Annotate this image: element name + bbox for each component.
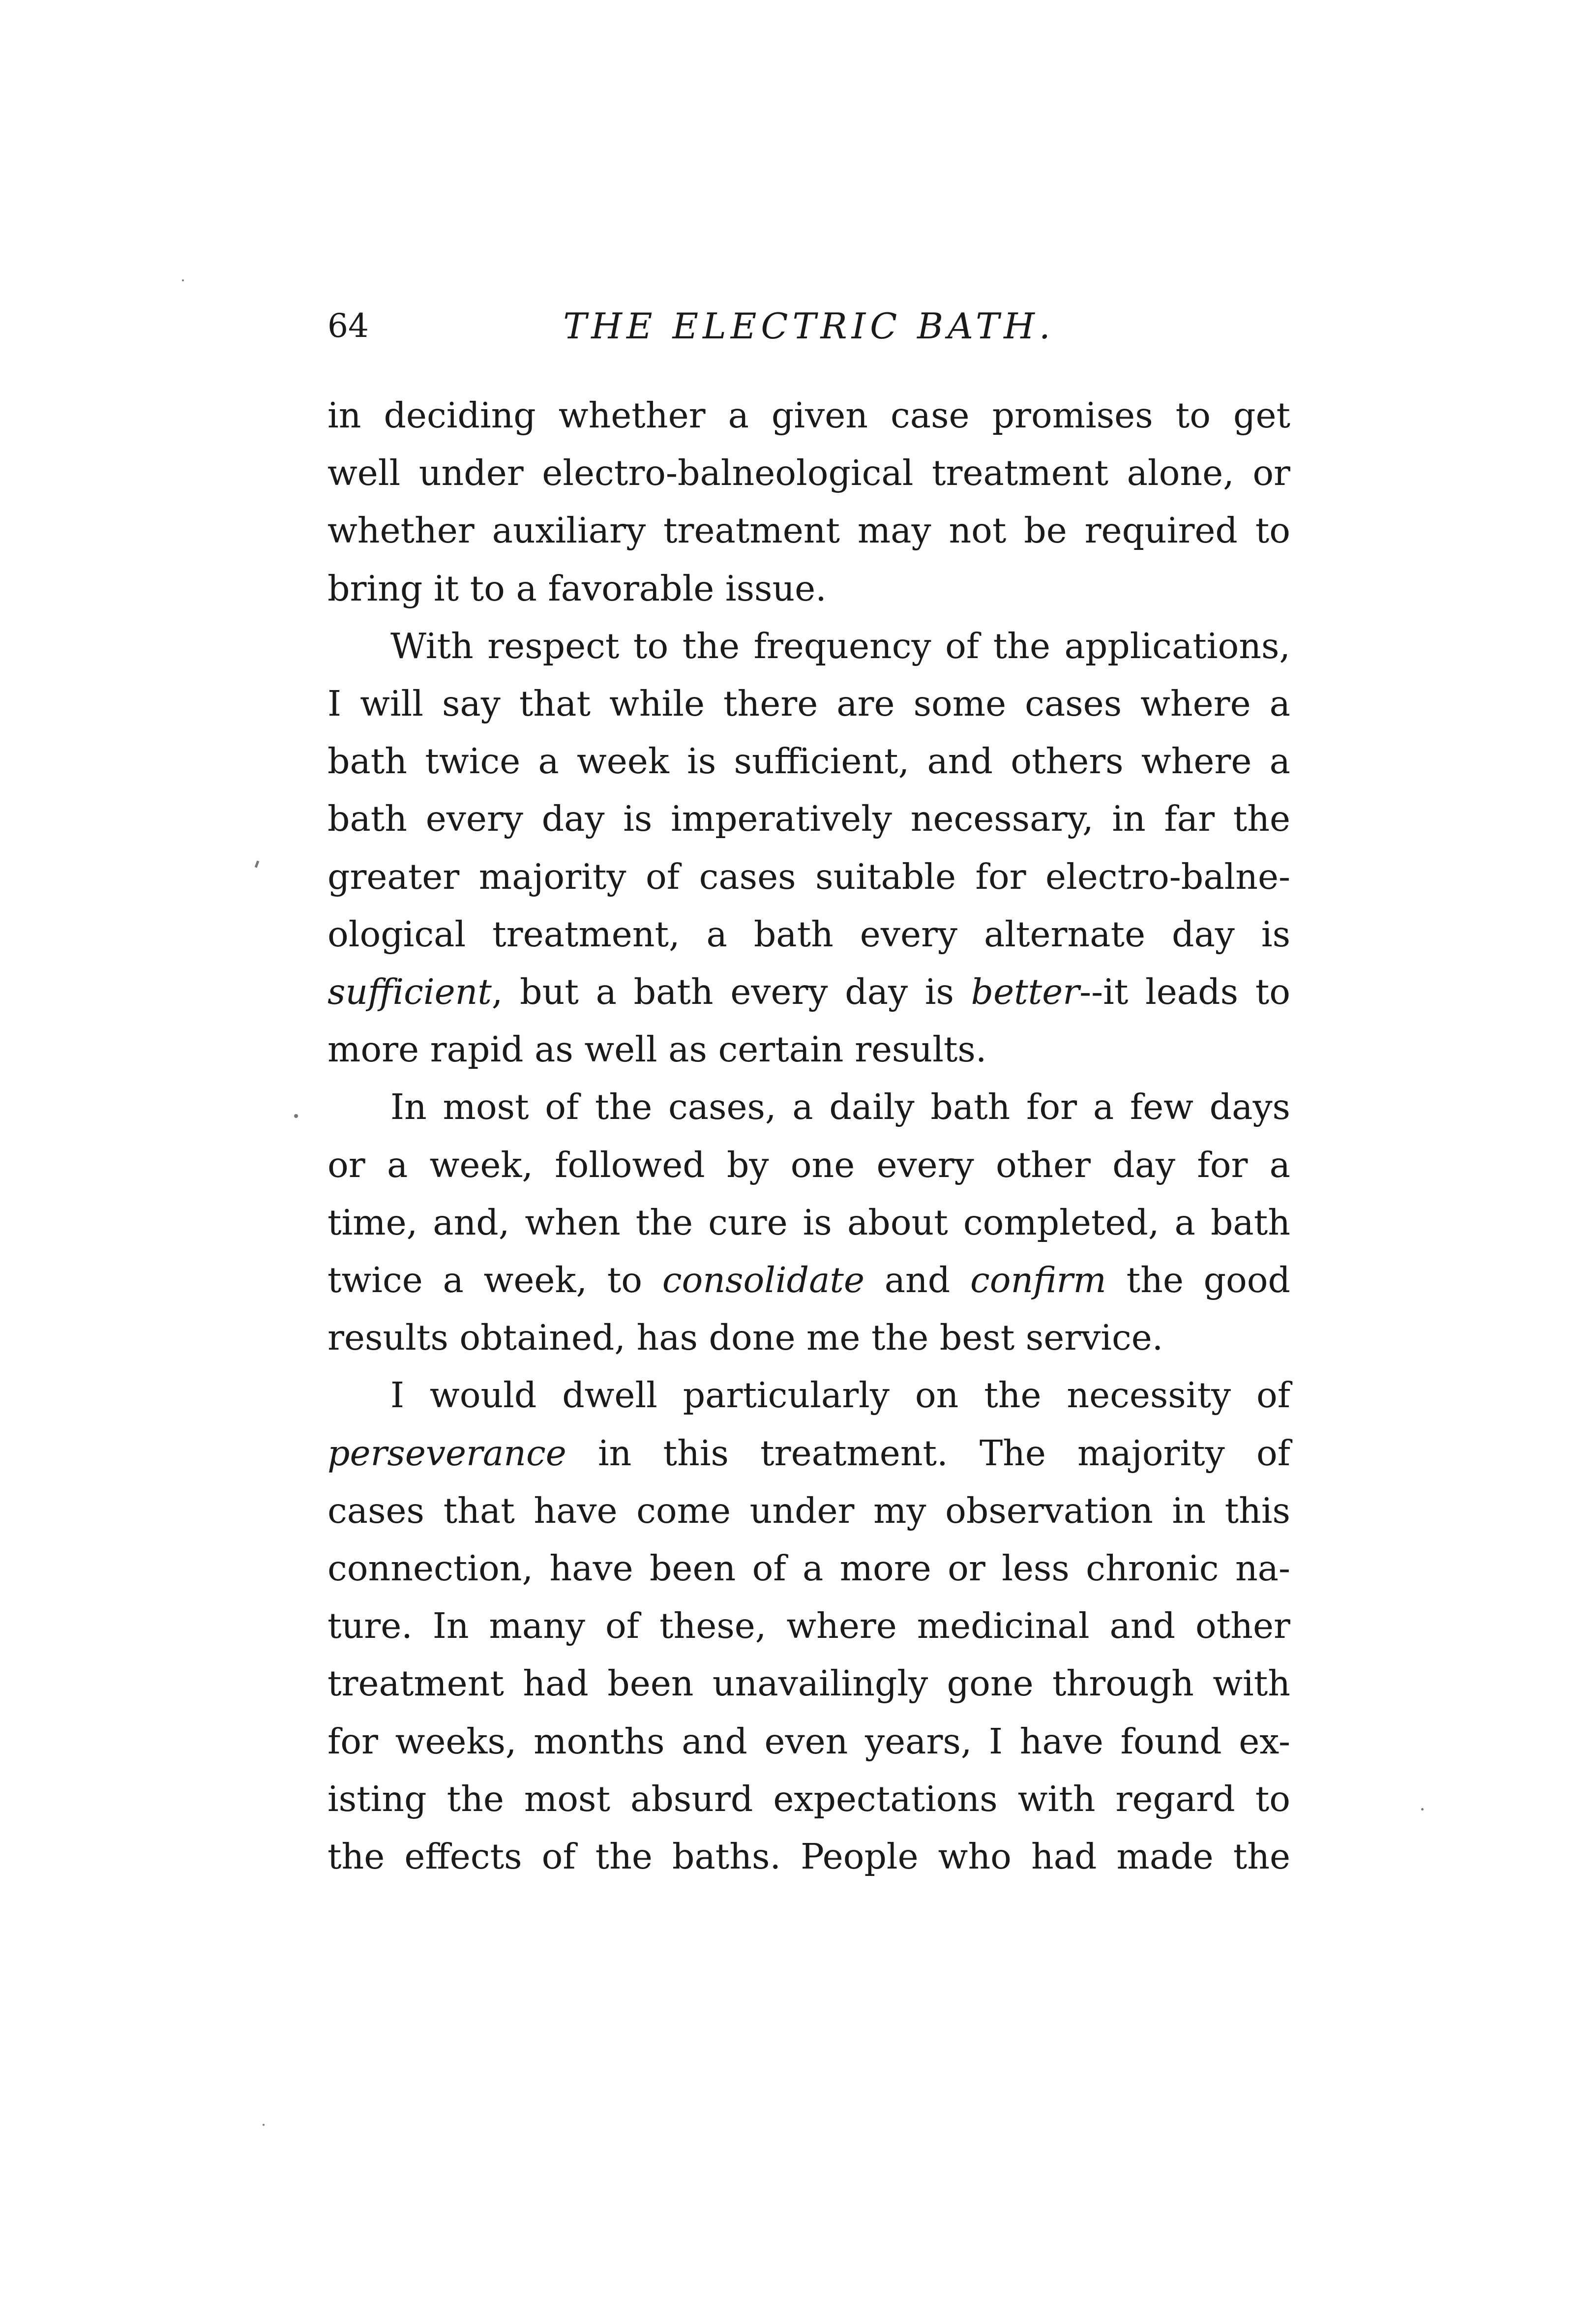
paragraph-4 xyxy=(328,1366,1290,1885)
page-header xyxy=(328,299,1290,353)
text-line xyxy=(328,1251,1290,1309)
text-line: bring it to a favorable issue. xyxy=(328,568,827,609)
scan-speck xyxy=(1421,1808,1424,1811)
emphasis-better: better xyxy=(971,971,1080,1013)
text-line xyxy=(328,963,1290,1021)
text-line: more rapid as well as certain results. xyxy=(328,1029,987,1070)
emphasis-perseverance: perseverance xyxy=(328,1432,566,1474)
text-line: whether auxiliary treatment may not be required to xyxy=(328,510,1290,551)
text-line: greater majority of cases suitable for electro-balne- xyxy=(328,856,1290,897)
text-line: ture. In many of these, where medicinal and other xyxy=(328,1605,1290,1647)
emphasis-sufficient: sufficient xyxy=(328,971,492,1013)
scan-speck xyxy=(182,279,184,281)
text-line: I would dwell particularly on the necessity of xyxy=(390,1375,1290,1416)
text-line: bath twice a week is sufficient, and others where a xyxy=(328,741,1290,782)
body-text xyxy=(328,387,1290,1885)
text-run: the good xyxy=(1106,1260,1290,1301)
text-line: for weeks, months and even years, I have found ex- xyxy=(328,1720,1290,1762)
text-run: --it leads to xyxy=(1079,971,1291,1013)
text-line: connection, have been of a more or less chronic na- xyxy=(328,1548,1290,1589)
text-line: cases that have come under my observation in this xyxy=(328,1490,1290,1531)
text-line: treatment had been unavailingly gone through with xyxy=(328,1663,1290,1704)
scan-speck xyxy=(263,2124,265,2126)
text-line: or a week, followed by one every other day for a xyxy=(328,1144,1290,1185)
paragraph-1 xyxy=(328,387,1290,617)
text-line: time, and, when the cure is about completed, a bath xyxy=(328,1202,1290,1243)
text-run: , but a bath every day is xyxy=(491,971,971,1013)
scan-speck xyxy=(255,861,259,868)
paragraph-3 xyxy=(328,1078,1290,1366)
text-line: in deciding whether a given case promises to get xyxy=(328,395,1290,436)
page-number: 64 xyxy=(328,307,369,345)
text-line: With respect to the frequency of the applications, xyxy=(390,625,1290,666)
text-line xyxy=(328,1424,1290,1482)
text-line: the effects of the baths. People who had made the xyxy=(328,1836,1290,1877)
text-line: ological treatment, a bath every alternate day is xyxy=(328,913,1290,955)
text-line: In most of the cases, a daily bath for a few days xyxy=(390,1087,1290,1128)
paragraph-2 xyxy=(328,617,1290,1079)
text-run: in this treatment. The majority of xyxy=(566,1432,1290,1474)
text-run: and xyxy=(864,1260,970,1301)
emphasis-confirm: confirm xyxy=(970,1260,1106,1301)
running-title: THE ELECTRIC BATH. xyxy=(563,305,1055,347)
scan-speck xyxy=(294,1114,298,1118)
text-line: isting the most absurd expectations with regard to xyxy=(328,1778,1290,1819)
text-line: well under electro-balneological treatment alone, or xyxy=(328,453,1290,494)
text-run: twice a week, to xyxy=(328,1260,662,1301)
emphasis-consolidate: consolidate xyxy=(662,1260,864,1301)
text-line: I will say that while there are some cases where a xyxy=(328,683,1290,724)
text-line: results obtained, has done me the best service. xyxy=(328,1317,1163,1358)
text-line: bath every day is imperatively necessary, in far the xyxy=(328,798,1290,840)
